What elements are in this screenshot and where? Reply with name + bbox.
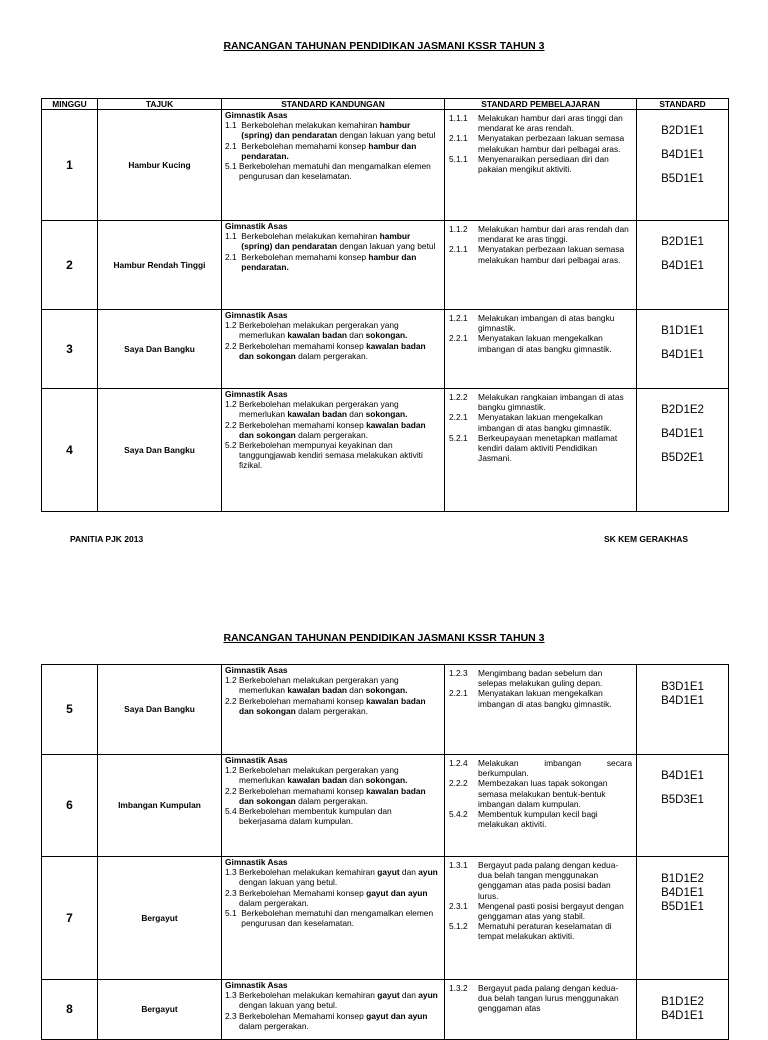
kandungan-number: 1.2 xyxy=(225,765,239,776)
standard-code: B1D1E1 xyxy=(661,325,704,337)
kandungan-plain-text: dalam pergerakan. xyxy=(238,897,309,908)
kandungan-number: 2.2 xyxy=(225,695,239,706)
standard-code: B4D1E1 xyxy=(661,349,704,361)
kandungan-plain-text: Berkebolehan melakukan kemahiran xyxy=(241,120,380,131)
kandungan-heading: Gimnastik Asas xyxy=(225,389,288,399)
kandungan-number: 1.1 xyxy=(225,120,242,131)
kandungan-bold-text: hambur (spring) dan pendaratan xyxy=(241,120,411,141)
kandungan-bold-text: sokongan. xyxy=(365,685,408,696)
pembelajaran-text: Bergayut pada palang dengan kedua-dua belah tangan lurus menggunakan genggaman atas xyxy=(478,983,619,1014)
kandungan-item xyxy=(225,675,441,695)
topic-cell: Hambur Kucing xyxy=(98,110,222,221)
footer-school: SK KEM GERAKHAS xyxy=(604,534,689,544)
pembelajaran-text: Bergayut pada palang dengan kedua-dua belah tangan menggunakan genggaman atas pada posisi badan lurus. xyxy=(478,860,619,901)
pembelajaran-text: Melakukan rangkaian imbangan di atas bangku gimnastik. xyxy=(478,392,624,413)
pembelajaran-item xyxy=(449,154,632,174)
pembelajaran-text: Mengimbang badan sebelum dan selepas melakukan guling depan. xyxy=(478,668,603,689)
kandungan-number: 5.4 xyxy=(225,806,239,817)
week-row xyxy=(42,665,729,755)
standard-codes-cell xyxy=(637,110,729,221)
kandungan-item xyxy=(225,440,441,471)
week-number: 8 xyxy=(42,980,98,1040)
pembelajaran-item xyxy=(449,333,632,353)
pembelajaran-item xyxy=(449,778,632,809)
standard-code: B4D1E1 xyxy=(661,1010,704,1022)
kandungan-bold-text: gayut dan ayun xyxy=(366,1010,428,1021)
kandungan-item xyxy=(225,786,441,806)
standard-kandungan-cell xyxy=(222,980,445,1040)
kandungan-number: 5.1 xyxy=(225,908,242,919)
standard-kandungan-cell xyxy=(222,755,445,857)
kandungan-bold-text: gayut xyxy=(377,990,400,1001)
standard-code: B4D1E1 xyxy=(661,695,704,707)
kandungan-text xyxy=(239,320,441,340)
standard-code: B5D1E1 xyxy=(661,173,704,185)
pembelajaran-item xyxy=(449,392,632,412)
kandungan-plain-text: Berkebolehan memahami konsep xyxy=(241,140,369,151)
kandungan-item xyxy=(225,696,441,716)
kandungan-item xyxy=(225,908,441,928)
kandungan-item xyxy=(225,806,441,826)
kandungan-text xyxy=(239,765,441,785)
kandungan-text xyxy=(239,786,441,806)
kandungan-plain-text: Berkebolehan memahami konsep xyxy=(238,695,367,706)
kandungan-bold-text: hambur (spring) dan pendaratan xyxy=(241,231,411,252)
kandungan-text xyxy=(241,120,441,140)
standard-code: B4D1E1 xyxy=(661,887,704,899)
week-row xyxy=(42,857,729,980)
kandungan-bold-text: kawalan badan dan sokongan xyxy=(238,695,426,716)
pembelajaran-text: Membentuk kumpulan kecil bagi melakukan aktiviti. xyxy=(478,809,598,830)
pembelajaran-text: Berkeupayaan menetapkan matlamat kendiri dalam aktiviti Pendidikan Jasmani. xyxy=(478,432,618,464)
standard-code: B2D1E1 xyxy=(661,236,704,248)
kandungan-number: 2.1 xyxy=(225,140,242,151)
kandungan-plain-text: Berkebolehan memahami konsep xyxy=(241,251,369,262)
pembelajaran-item xyxy=(449,809,632,829)
kandungan-item xyxy=(225,120,441,140)
kandungan-text xyxy=(241,231,441,251)
week-row xyxy=(42,110,729,221)
kandungan-item xyxy=(225,399,441,419)
pembelajaran-item xyxy=(449,412,632,432)
kandungan-plain-text: dalam pergerakan. xyxy=(295,429,368,440)
topic-cell: Imbangan Kumpulan xyxy=(98,755,222,857)
standard-codes-cell xyxy=(637,665,729,755)
kandungan-text xyxy=(241,141,441,161)
kandungan-text xyxy=(239,161,441,181)
table-header-row xyxy=(42,99,729,110)
pembelajaran-number: 1.2.2 xyxy=(449,392,468,402)
kandungan-number: 1.2 xyxy=(225,399,239,410)
standard-code: B5D1E1 xyxy=(661,901,704,913)
standard-kandungan-cell xyxy=(222,310,445,389)
pembelajaran-item xyxy=(449,758,632,778)
standard-pembelajaran-cell xyxy=(445,310,637,389)
standard-codes-cell xyxy=(637,310,729,389)
topic-cell: Hambur Rendah Tinggi xyxy=(98,221,222,310)
week-row xyxy=(42,980,729,1040)
standard-kandungan-cell xyxy=(222,857,445,980)
kandungan-plain-text: Berkebolehan melakukan pergerakan yang memerlukan xyxy=(238,765,399,786)
kandungan-item xyxy=(225,141,441,161)
kandungan-item xyxy=(225,888,441,908)
standard-code: B4D1E1 xyxy=(661,428,704,440)
standard-kandungan-cell xyxy=(222,665,445,755)
kandungan-bold-text: kawalan badan xyxy=(287,330,347,341)
kandungan-text xyxy=(241,252,441,272)
pembelajaran-text: Menyatakan lakuan mengekalkan imbangan di atas bangku gimnastik. xyxy=(478,688,612,709)
pembelajaran-item xyxy=(449,133,632,153)
kandungan-plain-text: dalam pergerakan. xyxy=(295,795,368,806)
pembelajaran-text: Melakukan hambur dari aras tinggi dan mendarat ke aras rendah. xyxy=(478,113,623,134)
standard-code: B4D1E1 xyxy=(661,260,704,272)
kandungan-number: 1.1 xyxy=(225,231,242,242)
kandungan-bold-text: ayun xyxy=(418,990,438,1001)
pembelajaran-text: Melakukan imbangan secara berkumpulan. xyxy=(478,758,632,779)
week-number: 6 xyxy=(42,755,98,857)
topic-cell: Saya Dan Bangku xyxy=(98,665,222,755)
kandungan-plain-text: Berkebolehan melakukan kemahiran xyxy=(241,231,380,242)
topic-cell: Bergayut xyxy=(98,857,222,980)
kandungan-bold-text: kawalan badan xyxy=(287,775,347,786)
kandungan-bold-text: hambur dan pendaratan. xyxy=(241,140,417,161)
kandungan-heading: Gimnastik Asas xyxy=(225,980,288,990)
kandungan-number: 2.1 xyxy=(225,251,242,262)
header-standard-kandungan: STANDARD KANDUNGAN xyxy=(222,99,445,110)
plan-table-2 xyxy=(41,664,729,1040)
kandungan-item xyxy=(225,341,441,361)
week-number: 5 xyxy=(42,665,98,755)
kandungan-number: 1.2 xyxy=(225,320,239,331)
standard-pembelajaran-cell xyxy=(445,857,637,980)
pembelajaran-number: 5.4.2 xyxy=(449,809,468,820)
kandungan-number: 2.2 xyxy=(225,785,239,796)
pembelajaran-text: Menyatakan lakuan mengekalkan imbangan di atas bangku gimnastik. xyxy=(478,412,612,433)
kandungan-plain-text: dan xyxy=(399,990,419,1001)
kandungan-plain-text: Berkebolehan Memahami konsep xyxy=(238,1010,367,1021)
kandungan-number: 2.3 xyxy=(225,1010,239,1021)
standard-codes-cell xyxy=(637,221,729,310)
kandungan-text xyxy=(241,908,441,928)
kandungan-number: 1.3 xyxy=(225,867,239,878)
standard-pembelajaran-cell xyxy=(445,755,637,857)
pembelajaran-item xyxy=(449,921,632,941)
kandungan-bold-text: sokongan. xyxy=(365,409,408,420)
week-row xyxy=(42,310,729,389)
kandungan-plain-text: Berkebolehan mematuhi dan mengamalkan elemen pengurusan dan keselamatan. xyxy=(241,908,434,929)
kandungan-item xyxy=(225,161,441,181)
kandungan-text xyxy=(239,696,441,716)
topic-cell: Saya Dan Bangku xyxy=(98,389,222,512)
kandungan-text xyxy=(239,420,441,440)
standard-pembelajaran-cell xyxy=(445,665,637,755)
kandungan-bold-text: kawalan badan xyxy=(287,409,347,420)
kandungan-bold-text: kawalan badan xyxy=(287,685,347,696)
kandungan-plain-text: Berkebolehan melakukan pergerakan yang memerlukan xyxy=(238,399,399,420)
pembelajaran-item xyxy=(449,983,632,1014)
week-number: 7 xyxy=(42,857,98,980)
page-title: RANCANGAN TAHUNAN PENDIDIKAN JASMANI KSSR TAHUN 3 xyxy=(223,40,545,52)
kandungan-text xyxy=(239,675,441,695)
kandungan-plain-text: dengan lakuan yang betul xyxy=(337,130,436,141)
standard-codes-cell xyxy=(637,755,729,857)
kandungan-number: 5.2 xyxy=(225,440,239,451)
kandungan-bold-text: gayut xyxy=(377,867,400,878)
pembelajaran-number: 2.3.1 xyxy=(449,900,468,911)
kandungan-heading: Gimnastik Asas xyxy=(225,221,288,231)
kandungan-bold-text: ayun xyxy=(418,867,438,878)
kandungan-text xyxy=(239,399,441,419)
kandungan-bold-text: kawalan badan dan sokongan xyxy=(238,340,426,361)
week-number: 2 xyxy=(42,221,98,310)
pembelajaran-number: 1.1.2 xyxy=(449,224,468,234)
page-title-2: RANCANGAN TAHUNAN PENDIDIKAN JASMANI KSSR TAHUN 3 xyxy=(223,632,545,644)
week-row xyxy=(42,389,729,512)
pembelajaran-number: 1.2.4 xyxy=(449,758,468,768)
pembelajaran-number: 1.2.3 xyxy=(449,668,468,678)
pembelajaran-number: 1.1.1 xyxy=(449,113,468,123)
standard-code: B4D1E1 xyxy=(661,149,704,161)
pembelajaran-item xyxy=(449,433,632,464)
kandungan-text xyxy=(239,990,441,1010)
pembelajaran-text: Menyatakan perbezaan lakuan semasa melakukan hambur dari pelbagai aras. xyxy=(478,133,625,154)
pembelajaran-text: Menyatakan perbezaan lakuan semasa melakukan hambur dari pelbagai aras. xyxy=(478,244,625,265)
pembelajaran-number: 5.1.2 xyxy=(449,921,468,932)
standard-pembelajaran-cell xyxy=(445,980,637,1040)
kandungan-plain-text: Berkebolehan mempunyai keyakinan dan tanggungjawab kendiri semasa melakukan aktiviti fizikal. xyxy=(238,440,423,471)
kandungan-text xyxy=(239,806,441,826)
pembelajaran-text: Melakukan imbangan di atas bangku gimnastik. xyxy=(478,313,615,334)
standard-code: B1D1E2 xyxy=(661,996,704,1008)
pembelajaran-item xyxy=(449,313,632,333)
week-row xyxy=(42,755,729,857)
standard-kandungan-cell xyxy=(222,110,445,221)
kandungan-number: 5.1 xyxy=(225,161,239,172)
kandungan-text xyxy=(239,888,441,908)
standard-kandungan-cell xyxy=(222,221,445,310)
pembelajaran-item xyxy=(449,224,632,244)
pembelajaran-item xyxy=(449,901,632,921)
kandungan-plain-text: Berkebolehan membentuk kumpulan dan bekerjasama dalam kumpulan. xyxy=(238,806,392,827)
week-number: 1 xyxy=(42,110,98,221)
standard-code: B5D3E1 xyxy=(661,794,704,806)
week-number: 3 xyxy=(42,310,98,389)
kandungan-item xyxy=(225,320,441,340)
kandungan-plain-text: Berkebolehan memahami konsep xyxy=(238,340,367,351)
header-standard: STANDARD xyxy=(637,99,729,110)
standard-kandungan-cell xyxy=(222,389,445,512)
pembelajaran-number: 2.2.2 xyxy=(449,778,468,789)
pembelajaran-text: Menyatakan lakuan mengekalkan imbangan di atas bangku gimnastik. xyxy=(478,333,612,354)
standard-code: B3D1E1 xyxy=(661,681,704,693)
kandungan-heading: Gimnastik Asas xyxy=(225,755,288,765)
kandungan-bold-text: kawalan badan dan sokongan xyxy=(238,419,426,440)
pembelajaran-text: Mengenal pasti posisi bergayut dengan genggaman atas yang stabil. xyxy=(478,900,624,922)
week-row xyxy=(42,221,729,310)
kandungan-item xyxy=(225,1011,441,1031)
kandungan-plain-text: dengan lakuan yang betul xyxy=(337,241,436,252)
pembelajaran-number: 2.2.1 xyxy=(449,333,468,344)
pembelajaran-text: Menyenaraikan persediaan diri dan pakaian mengikut aktiviti. xyxy=(478,153,609,175)
pembelajaran-text: Mematuhi peraturan keselamatan di tempat melakukan aktiviti. xyxy=(478,921,612,942)
kandungan-number: 2.2 xyxy=(225,419,239,430)
kandungan-heading: Gimnastik Asas xyxy=(225,110,288,120)
kandungan-plain-text: Berkebolehan mematuhi dan mengamalkan elemen pengurusan dan keselamatan. xyxy=(238,161,431,182)
kandungan-item xyxy=(225,867,441,887)
standard-code: B2D1E2 xyxy=(661,404,704,416)
kandungan-heading: Gimnastik Asas xyxy=(225,857,288,867)
plan-table-1 xyxy=(41,98,729,512)
kandungan-item xyxy=(225,420,441,440)
kandungan-item xyxy=(225,990,441,1010)
pembelajaran-item xyxy=(449,688,632,708)
standard-codes-cell xyxy=(637,389,729,512)
kandungan-plain-text: dalam pergerakan. xyxy=(238,1020,309,1031)
kandungan-plain-text: dengan lakuan yang betul. xyxy=(238,877,338,888)
kandungan-item xyxy=(225,252,441,272)
standard-codes-cell xyxy=(637,857,729,980)
kandungan-heading: Gimnastik Asas xyxy=(225,310,288,320)
kandungan-plain-text: dan xyxy=(346,775,366,786)
pembelajaran-text: Membezakan luas tapak sokongan semasa melakukan bentuk-bentuk imbangan dalam kumpulan. xyxy=(478,778,608,809)
pembelajaran-number: 2.1.1 xyxy=(449,244,468,255)
kandungan-text xyxy=(239,867,441,887)
kandungan-text xyxy=(239,1011,441,1031)
pembelajaran-number: 1.2.1 xyxy=(449,313,468,323)
pembelajaran-item xyxy=(449,113,632,133)
pembelajaran-number: 2.2.1 xyxy=(449,412,468,423)
kandungan-number: 1.3 xyxy=(225,990,239,1001)
week-number: 4 xyxy=(42,389,98,512)
kandungan-bold-text: sokongan. xyxy=(365,775,408,786)
pembelajaran-number: 1.3.2 xyxy=(449,983,468,993)
standard-pembelajaran-cell xyxy=(445,110,637,221)
kandungan-plain-text: dan xyxy=(346,685,366,696)
footer-panitia: PANITIA PJK 2013 xyxy=(70,534,144,544)
pembelajaran-item xyxy=(449,860,632,901)
kandungan-bold-text: kawalan badan dan sokongan xyxy=(238,785,426,806)
kandungan-text xyxy=(239,341,441,361)
header-minggu: MINGGU xyxy=(42,99,98,110)
kandungan-number: 2.2 xyxy=(225,340,239,351)
header-tajuk: TAJUK xyxy=(98,99,222,110)
kandungan-text xyxy=(239,440,441,471)
kandungan-plain-text: dan xyxy=(399,867,419,878)
kandungan-plain-text: Berkebolehan Memahami konsep xyxy=(238,887,367,898)
kandungan-plain-text: Berkebolehan memahami konsep xyxy=(238,785,367,796)
pembelajaran-number: 2.2.1 xyxy=(449,688,468,699)
kandungan-plain-text: Berkebolehan melakukan kemahiran xyxy=(238,990,378,1001)
kandungan-bold-text: hambur dan pendaratan. xyxy=(241,251,417,272)
kandungan-plain-text: Berkebolehan melakukan kemahiran xyxy=(238,867,378,878)
kandungan-plain-text: dalam pergerakan. xyxy=(295,705,368,716)
pembelajaran-number: 1.3.1 xyxy=(449,860,468,870)
standard-pembelajaran-cell xyxy=(445,221,637,310)
kandungan-number: 1.2 xyxy=(225,675,239,686)
kandungan-item xyxy=(225,765,441,785)
kandungan-heading: Gimnastik Asas xyxy=(225,665,288,675)
kandungan-plain-text: dalam pergerakan. xyxy=(295,350,368,361)
pembelajaran-number: 5.1.1 xyxy=(449,153,468,164)
pembelajaran-text: Melakukan hambur dari aras rendah dan mendarat ke aras tinggi. xyxy=(478,224,629,245)
kandungan-number: 2.3 xyxy=(225,887,239,898)
kandungan-bold-text: sokongan. xyxy=(365,330,408,341)
kandungan-item xyxy=(225,231,441,251)
standard-code: B1D1E2 xyxy=(661,873,704,885)
standard-code: B5D2E1 xyxy=(661,452,704,464)
pembelajaran-item xyxy=(449,668,632,688)
standard-pembelajaran-cell xyxy=(445,389,637,512)
topic-cell: Saya Dan Bangku xyxy=(98,310,222,389)
pembelajaran-number: 5.2.1 xyxy=(449,432,468,443)
standard-codes-cell xyxy=(637,980,729,1040)
kandungan-plain-text: Berkebolehan melakukan pergerakan yang memerlukan xyxy=(238,320,399,341)
kandungan-plain-text: Berkebolehan memahami konsep xyxy=(238,419,367,430)
kandungan-plain-text: dan xyxy=(346,409,366,420)
kandungan-plain-text: dan xyxy=(346,330,366,341)
kandungan-plain-text: Berkebolehan melakukan pergerakan yang memerlukan xyxy=(238,675,399,696)
standard-code: B2D1E1 xyxy=(661,125,704,137)
pembelajaran-item xyxy=(449,244,632,264)
topic-cell: Bergayut xyxy=(98,980,222,1040)
pembelajaran-number: 2.1.1 xyxy=(449,133,468,144)
kandungan-plain-text: dengan lakuan yang betul. xyxy=(238,1000,338,1011)
header-standard-pembelajaran: STANDARD PEMBELAJARAN xyxy=(445,99,637,110)
standard-code: B4D1E1 xyxy=(661,770,704,782)
kandungan-bold-text: gayut dan ayun xyxy=(366,887,428,898)
